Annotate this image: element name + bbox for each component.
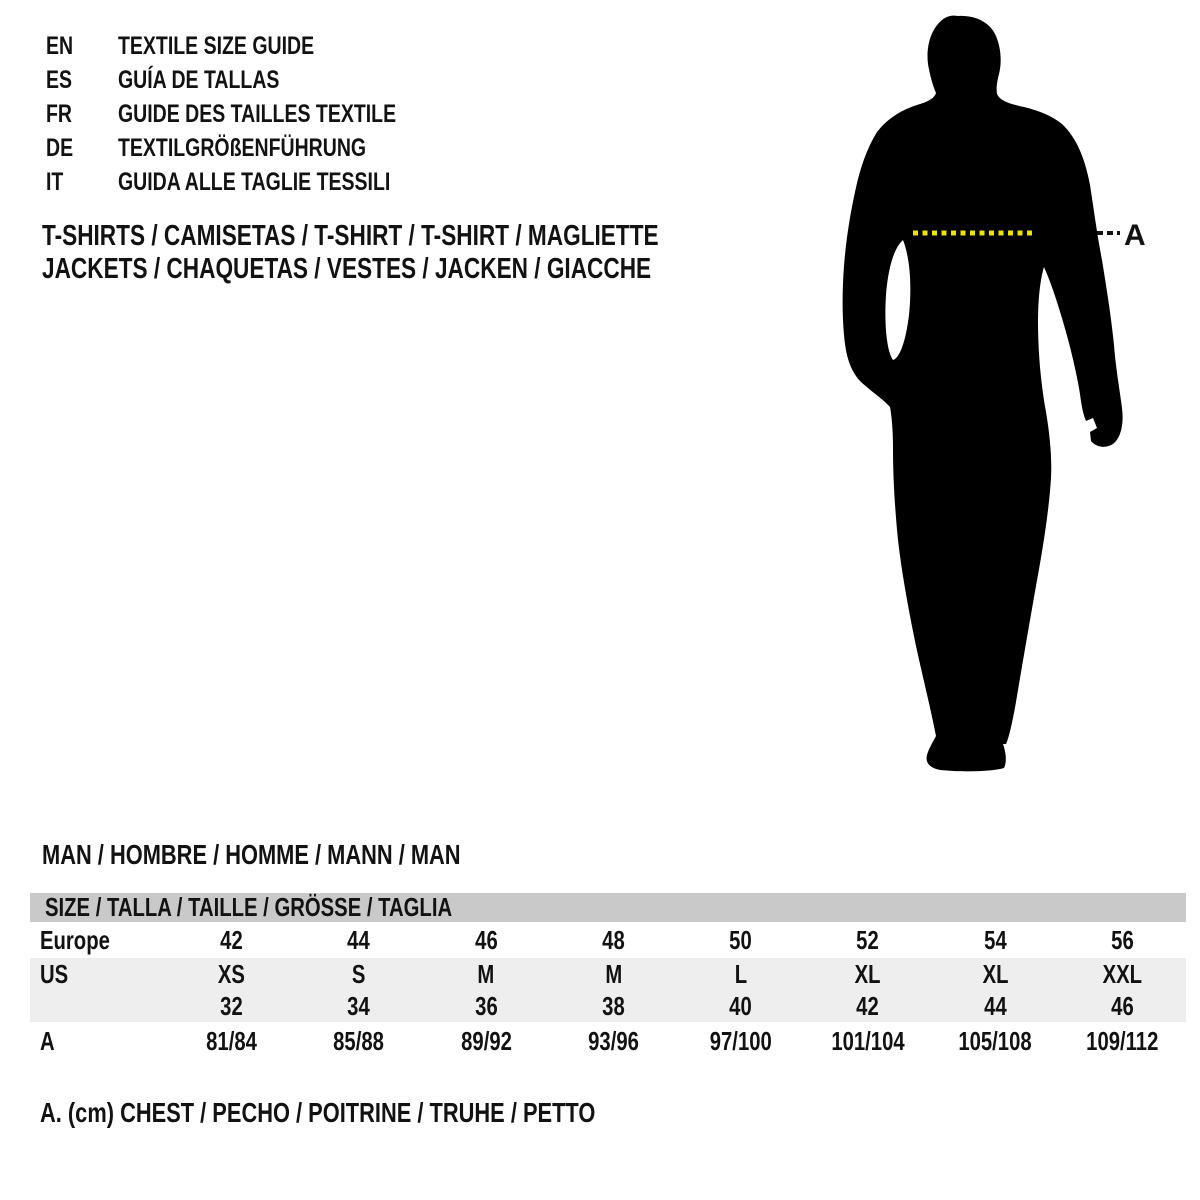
cell-value: 50 [729, 924, 752, 955]
figure-area [820, 0, 1160, 790]
cell-value: M [477, 958, 495, 989]
cell-value: 42 [220, 924, 243, 955]
guide-title: GUÍA DE TALLAS [118, 66, 280, 94]
table-row-europe [30, 922, 1186, 958]
cell-value: 38 [602, 990, 625, 1021]
cell-value: XS [218, 958, 246, 989]
cell-value: 36 [474, 990, 498, 1021]
man-silhouette-figure [820, 0, 1160, 790]
table-row-us [30, 958, 1186, 990]
row-label: A [40, 1025, 55, 1056]
cell-value: 93/96 [587, 1025, 639, 1056]
cell-value: XL [982, 958, 1009, 989]
cell-value: 56 [1111, 924, 1134, 955]
cell-value: 46 [474, 924, 498, 955]
cell-value: 54 [983, 924, 1007, 955]
language-code: ES [46, 66, 73, 94]
cell-value: 46 [1111, 990, 1134, 1021]
table-row-chest-a [30, 1022, 1186, 1060]
cell-value: 101/104 [831, 1025, 905, 1056]
cell-value: 44 [983, 990, 1007, 1021]
guide-title: GUIDA ALLE TAGLIE TESSILI [118, 168, 391, 196]
product-line-jackets: JACKETS / CHAQUETAS / VESTES / JACKEN / GIACCHE [42, 253, 652, 285]
cell-value: 105/108 [958, 1025, 1032, 1056]
cell-value: 40 [729, 990, 752, 1021]
cell-value: 52 [856, 924, 880, 955]
cell-value: 48 [602, 924, 625, 955]
cell-value: L [734, 958, 747, 989]
cell-value: 44 [347, 924, 371, 955]
language-code: IT [46, 168, 64, 196]
cell-value: 109/112 [1086, 1025, 1159, 1056]
size-table-header: SIZE / TALLA / TAILLE / GRÖSSE / TAGLIA [30, 893, 1186, 922]
row-label: Europe [40, 924, 110, 955]
cell-value: 97/100 [709, 1025, 772, 1056]
section-title-man: MAN / HOMBRE / HOMME / MANN / MAN [42, 839, 461, 870]
man-silhouette [843, 16, 1123, 772]
cell-value: 89/92 [460, 1025, 512, 1056]
cell-value: M [604, 958, 622, 989]
cell-value: 81/84 [206, 1025, 257, 1056]
language-code: FR [46, 100, 72, 128]
product-line-tshirts: T-SHIRTS / CAMISETAS / T-SHIRT / T-SHIRT / MAGLIETTE [42, 220, 659, 252]
measurement-footnote: A. (cm) CHEST / PECHO / POITRINE / TRUHE / PETTO [40, 1097, 596, 1128]
measure-label-a: A [1124, 219, 1146, 252]
size-table [30, 893, 1186, 1060]
language-code: DE [46, 134, 74, 162]
cell-value: XL [854, 958, 881, 989]
row-label: US [40, 958, 69, 989]
cell-value: 85/88 [333, 1025, 385, 1056]
guide-title: TEXTILE SIZE GUIDE [118, 32, 315, 60]
list-item [46, 165, 475, 199]
list-item [46, 63, 475, 97]
guide-title: TEXTILGRÖßENFÜHRUNG [118, 134, 367, 162]
cell-value: 32 [220, 990, 243, 1021]
table-row-numeric [30, 990, 1186, 1022]
list-item [46, 97, 475, 131]
cell-value: 42 [856, 990, 880, 1021]
cell-value: 34 [347, 990, 371, 1021]
list-item [46, 131, 475, 165]
product-types [42, 220, 833, 286]
guide-title: GUIDE DES TAILLES TEXTILE [118, 100, 397, 128]
language-code: EN [46, 32, 74, 60]
language-guide-list [46, 29, 475, 199]
cell-value: XXL [1102, 958, 1143, 989]
list-item [46, 29, 475, 63]
cell-value: S [352, 958, 366, 989]
